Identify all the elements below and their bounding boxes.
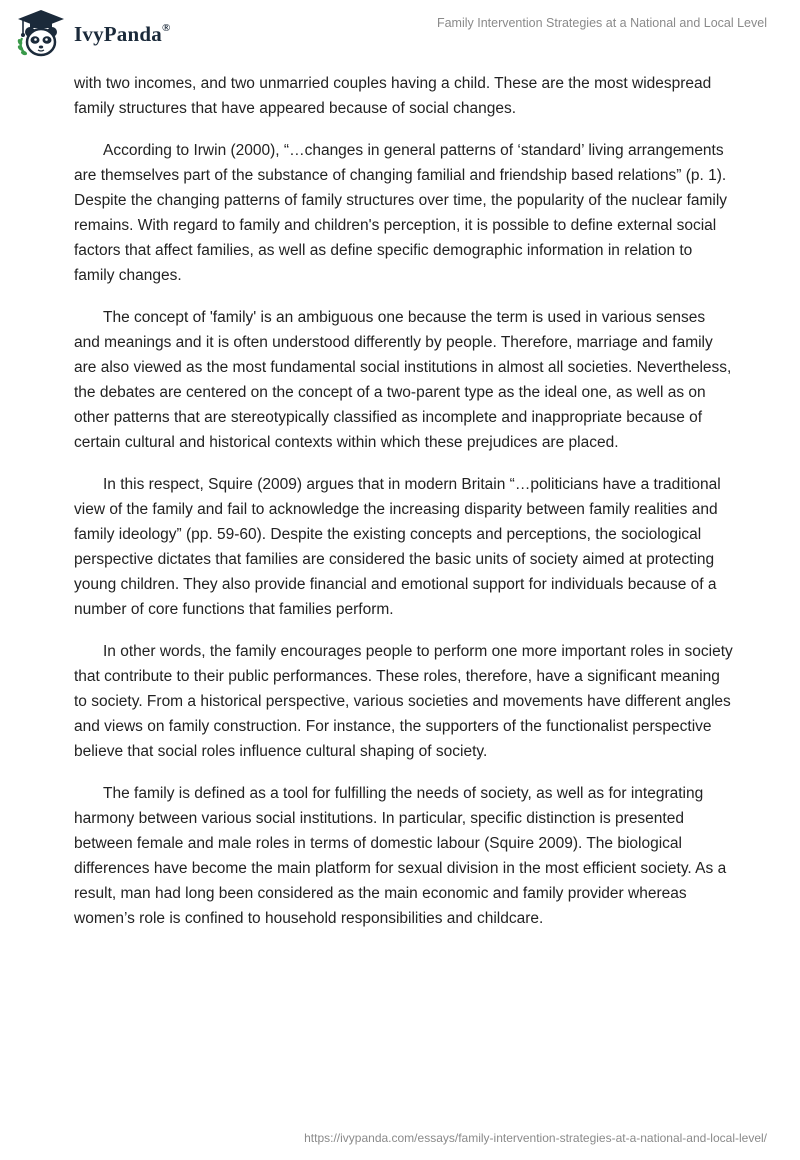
brand-name: IvyPanda® bbox=[74, 21, 171, 46]
document-title: Family Intervention Strategies at a National and Local Level bbox=[436, 16, 767, 30]
paragraph: In other words, the family encourages people to perform one more important roles in society that contribute to their public performances. These roles, therefore, have a significant meaning to society. From a historical perspective, various societies and movements have different angles and views on family construction. For instance, the supporters of the functionalist perspective believe that social roles influence cultural shaping of society. bbox=[74, 643, 733, 760]
source-url-link[interactable]: https://ivypanda.com/essays/family-intervention-strategies-at-a-national-and-local-level/ bbox=[304, 1131, 767, 1145]
essay-body bbox=[74, 71, 734, 948]
page-header bbox=[0, 0, 800, 70]
paragraph: with two incomes, and two unmarried couples having a child. These are the most widespread family structures that have appeared because of social changes. bbox=[74, 75, 712, 117]
paragraph: In this respect, Squire (2009) argues that in modern Britain “…politicians have a traditional view of the family and fail to acknowledge the increasing disparity between family realities and family ideology” (pp. 59-60). Despite the existing concepts and perceptions, the sociological perspective dictates that families are considered the basic units of society aimed at protecting young children. They also provide financial and emotional support for individuals because of a number of core functions that families perform. bbox=[74, 476, 721, 618]
registered-mark: ® bbox=[161, 21, 171, 34]
paragraph: The concept of 'family' is an ambiguous one because the term is used in various senses and meanings and it is often understood differently by people. Therefore, marriage and family are also viewed as the most fundamental social institutions in almost all societies. Nevertheless, the debates are centered on the concept of a two-parent type as the ideal one, as well as on other patterns that are stereotypically classified as incomplete and inappropriate because of certain cultural and historical contexts within which these prejudices are placed. bbox=[74, 309, 732, 451]
panda-graduate-icon bbox=[14, 8, 68, 58]
brand-logo[interactable] bbox=[14, 8, 170, 58]
paragraph: The family is defined as a tool for fulfilling the needs of society, as well as for integrating harmony between various social institutions. In particular, specific distinction is presented between female and male roles in terms of domestic labour (Squire 2009). The biological differences have become the main platform for sexual division in the most efficient society. As a result, man had long been considered as the main economic and family provider whereas women’s role is confined to household responsibilities and childcare. bbox=[74, 785, 727, 927]
paragraph: According to Irwin (2000), “…changes in general patterns of ‘standard’ living arrangements are themselves part of the substance of changing familial and friendship based relations” (p. 1). Despite the changing patterns of family structures over time, the popularity of the nuclear family remains. With regard to family and children's perception, it is possible to define external social factors that affect families, as well as define specific demographic information in relation to family changes. bbox=[74, 142, 728, 284]
